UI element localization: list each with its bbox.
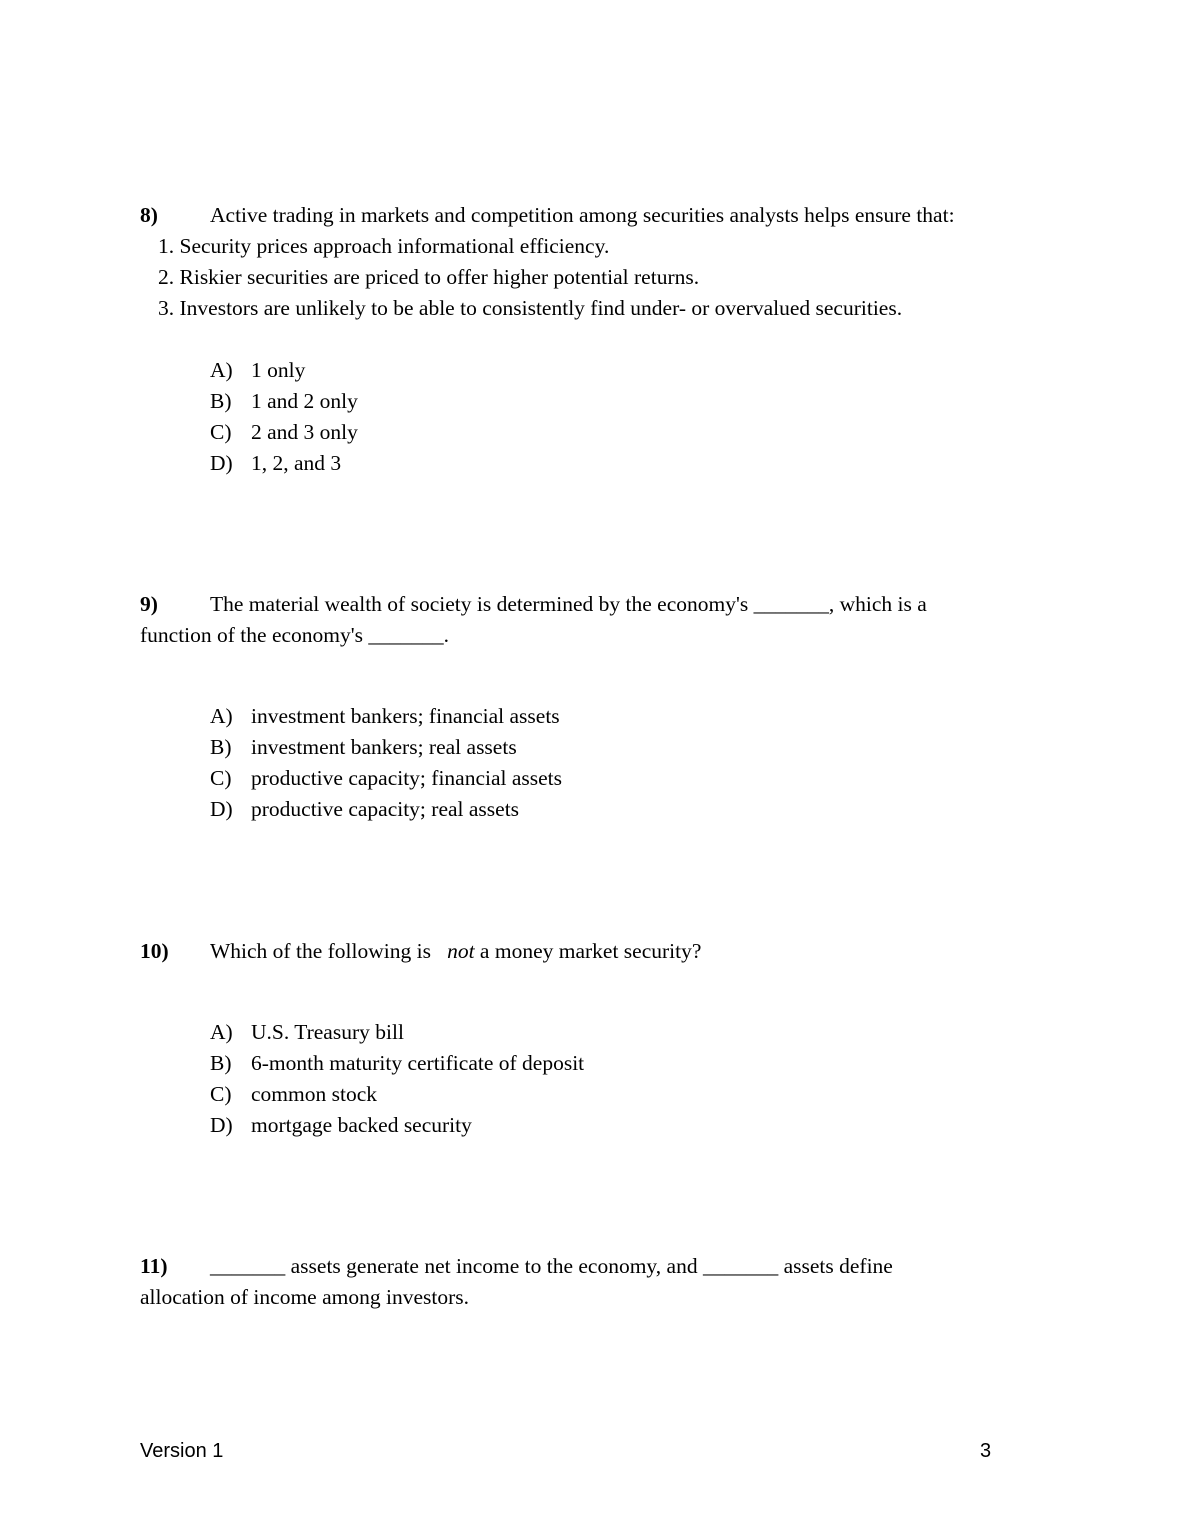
stem-before: Which of the following is: [210, 939, 431, 963]
answer-option-d: [210, 794, 519, 825]
question-stem-continued: function of the economy's _______.: [140, 623, 449, 647]
question-number: 9): [140, 592, 158, 616]
statement: 3. Investors are unlikely to be able to consistently find under- or overvalued securities.: [158, 296, 903, 320]
option-text: 1 and 2 only: [251, 389, 358, 413]
option-text: investment bankers; financial assets: [251, 704, 560, 728]
answer-option-c: [210, 417, 358, 448]
option-text: U.S. Treasury bill: [251, 1020, 404, 1044]
option-text: investment bankers; real assets: [251, 735, 517, 759]
option-text: 1, 2, and 3: [251, 451, 342, 475]
statement: 1. Security prices approach informational efficiency.: [158, 234, 610, 258]
statement: 2. Riskier securities are priced to offer higher potential returns.: [158, 265, 700, 289]
answer-option-c: [210, 763, 562, 794]
question-number: 11): [140, 1254, 168, 1278]
option-text: 1 only: [251, 358, 306, 382]
option-letter: A): [210, 1020, 233, 1044]
option-letter: D): [210, 1113, 233, 1137]
option-letter: D): [210, 797, 233, 821]
option-letter: B): [210, 1051, 232, 1075]
page-number: 3: [980, 1440, 992, 1462]
version-label: Version 1: [140, 1440, 224, 1462]
option-text: 6-month maturity certificate of deposit: [251, 1051, 585, 1075]
answer-option-b: [210, 1048, 584, 1079]
option-text: 2 and 3 only: [251, 420, 358, 444]
answer-option-a: [210, 355, 305, 386]
question-stem: _______ assets generate net income to the economy, and _______ assets define: [210, 1254, 893, 1278]
option-letter: C): [210, 766, 232, 790]
question-stem: [210, 936, 701, 967]
answer-option-a: [210, 1017, 404, 1048]
option-letter: B): [210, 735, 232, 759]
stem-after: a money market security?: [479, 939, 702, 963]
answer-option-d: [210, 448, 341, 479]
option-text: common stock: [251, 1082, 377, 1106]
question-stem: Active trading in markets and competition among securities analysts helps ensure that:: [210, 203, 955, 227]
answer-option-b: [210, 732, 517, 763]
answer-option-a: [210, 701, 560, 732]
option-letter: C): [210, 420, 232, 444]
question-stem: The material wealth of society is determined by the economy's _______, which is a: [210, 592, 927, 616]
question-stem-continued: allocation of income among investors.: [140, 1285, 469, 1309]
option-text: productive capacity; financial assets: [251, 766, 563, 790]
stem-emphasis: not: [447, 939, 475, 963]
option-letter: C): [210, 1082, 232, 1106]
option-letter: B): [210, 389, 232, 413]
question-number: 8): [140, 203, 158, 227]
option-text: productive capacity; real assets: [251, 797, 520, 821]
question-number: 10): [140, 939, 169, 963]
option-letter: A): [210, 704, 233, 728]
answer-option-d: [210, 1110, 472, 1141]
option-text: mortgage backed security: [251, 1113, 472, 1137]
answer-option-c: [210, 1079, 377, 1110]
option-letter: D): [210, 451, 233, 475]
answer-option-b: [210, 386, 358, 417]
option-letter: A): [210, 358, 233, 382]
